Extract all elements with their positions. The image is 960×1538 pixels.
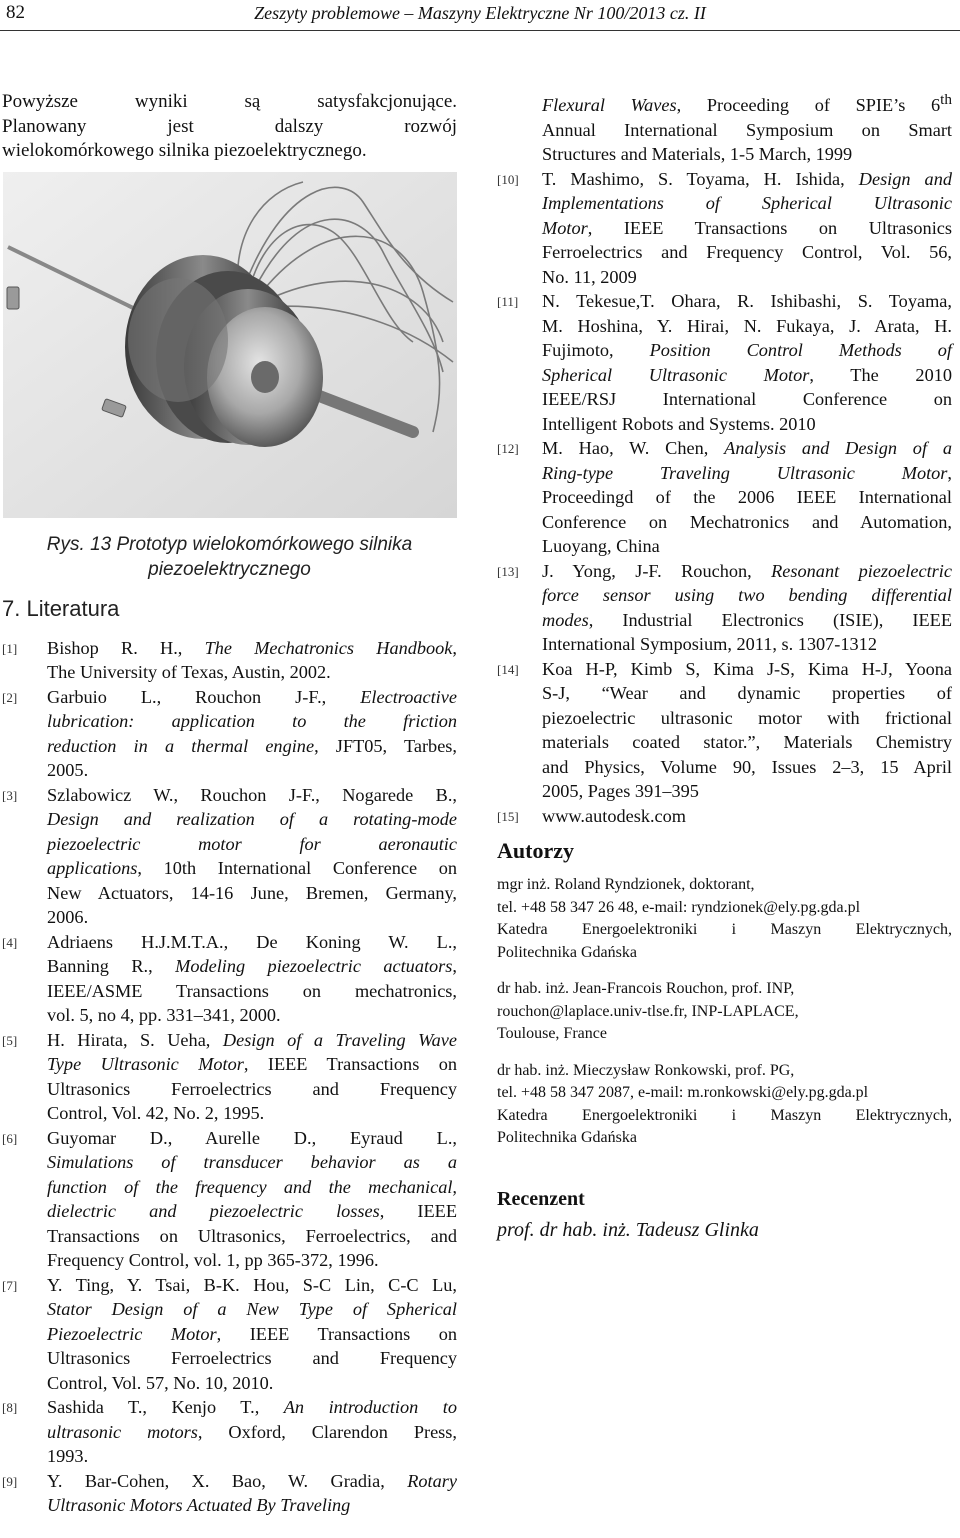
authors-heading: Autorzy <box>497 838 574 864</box>
reference-line: Fujimoto, Position Control Methods of <box>542 340 953 361</box>
reference-line: New Actuators, 14-16 June, Bremen, Germany, <box>47 882 457 903</box>
reference-number: [7] <box>2 1277 18 1293</box>
reference-line: Type Ultrasonic Motor, IEEE Transactions on <box>47 1054 457 1074</box>
reference-line: Proceedingd of the 2006 IEEE International <box>542 487 952 508</box>
reference-line: Intelligent Robots and Systems. 2010 <box>542 413 816 434</box>
reference-line: Flexural Waves, Proceeding of SPIE’s 6th <box>542 91 952 116</box>
reference-line: ultrasonic motors, Oxford, Clarendon Press, <box>47 1421 457 1442</box>
author-entry <box>497 1060 952 1150</box>
reference-line: Structures and Materials, 1-5 March, 1999 <box>542 144 853 165</box>
reference-line: Annual International Symposium on Smart <box>542 119 952 140</box>
reference-line: Luoyang, China <box>542 536 660 557</box>
reference-line: J. Yong, J-F. Rouchon, Resonant piezoelectric <box>542 560 952 581</box>
author-line: dr hab. inż. Mieczysław Ronkowski, prof. PG, <box>497 1061 795 1079</box>
intro-paragraph <box>2 90 457 164</box>
reference-line: IEEE/RSJ International Conference on <box>542 389 952 410</box>
header-rule <box>0 30 960 31</box>
reference-number: [4] <box>2 934 18 950</box>
reference-number: [5] <box>2 1032 18 1048</box>
references-list-left <box>2 636 457 1518</box>
reference-line: Szlabowicz W., Rouchon J-F., Nogarede B., <box>47 784 457 805</box>
author-line: tel. +48 58 347 2087, e-mail: m.ronkowski@ely.pg.gda.pl <box>497 1084 869 1102</box>
authors-list <box>497 874 952 1150</box>
reference-line: S-J, “Wear and dynamic properties of <box>542 683 952 704</box>
reference-item <box>2 1273 457 1396</box>
reference-line: Stator Design of a New Type of Spherical <box>47 1299 457 1319</box>
reference-line: Adriaens H.J.M.T.A., De Koning W. L., <box>47 931 457 952</box>
reference-line: N. Tekesue,T. Ohara, R. Ishibashi, S. Toyama, <box>542 291 952 312</box>
reference-line: Banning R., Modeling piezoelectric actuators, <box>47 956 457 976</box>
reference-item <box>497 289 952 436</box>
reference-line: Simulations of transducer behavior as a <box>47 1152 457 1172</box>
author-line: Politechnika Gdańska <box>497 1129 637 1147</box>
reference-line: Sashida T., Kenjo T., An introduction to <box>47 1397 457 1417</box>
caption-line: piezoelektrycznego <box>148 558 311 580</box>
reference-number: [12] <box>497 441 519 457</box>
page-number: 82 <box>6 2 25 23</box>
reference-line: Y. Ting, Y. Tsai, B-K. Hou, S-C Lin, C-C Lu, <box>47 1274 457 1295</box>
reference-line: No. 11, 2009 <box>542 266 637 287</box>
reference-line: Ultrasonics Ferroelectrics and Frequency <box>47 1078 457 1099</box>
reviewer-heading: Recenzent <box>497 1187 585 1210</box>
author-line: Politechnika Gdańska <box>497 943 637 961</box>
reference-item <box>2 783 457 930</box>
reference-item <box>2 1395 457 1469</box>
reference-line: modes, Industrial Electronics (ISIE), IEEE <box>542 609 952 630</box>
reference-line: Koa H-P, Kimb S, Kima J-S, Kima H-J, Yoona <box>542 658 952 679</box>
caption-line: Rys. 13 Prototyp wielokomórkowego silnika <box>46 533 413 555</box>
page-header <box>0 0 960 30</box>
author-line: Toulouse, France <box>497 1025 607 1043</box>
reference-item <box>2 1028 457 1126</box>
reference-line: reduction in a thermal engine, JFT05, Tarbes, <box>47 735 457 756</box>
reference-line: H. Hirata, S. Ueha, Design of a Traveling Wave <box>47 1029 457 1050</box>
reference-line: force sensor using two bending differential <box>542 585 952 606</box>
reference-item <box>497 559 952 657</box>
reference-line: The University of Texas, Austin, 2002. <box>47 662 331 682</box>
reference-line: M. Hoshina, Y. Hirai, N. Fukaya, J. Arata, H. <box>542 315 952 336</box>
reference-item <box>497 88 952 167</box>
reference-line: T. Mashimo, S. Toyama, H. Ishida, Design and <box>542 168 952 189</box>
author-line: rouchon@laplace.univ-tlse.fr, INP-LAPLACE, <box>497 1002 799 1020</box>
reference-line: lubrication: application to the friction <box>47 711 457 731</box>
reference-number: [11] <box>497 294 519 310</box>
reference-number: [3] <box>2 787 18 803</box>
reference-number: [8] <box>2 1400 18 1415</box>
author-line: Katedra Energoelektroniki i Maszyn Elektrycznych, <box>497 1106 952 1124</box>
reference-line: Control, Vol. 57, No. 10, 2010. <box>47 1372 274 1393</box>
reference-line: Ultrasonics Ferroelectrics and Frequency <box>47 1348 457 1368</box>
reference-item <box>497 657 952 804</box>
figure-caption <box>2 532 457 582</box>
reference-number: [14] <box>497 661 519 677</box>
reference-line: piezoelectric ultrasonic motor with frictional <box>542 707 952 728</box>
reference-line: applications, 10th International Conference on <box>47 858 457 878</box>
intro-line: Powyższe wyniki są satysfakcjonujące. <box>2 91 457 112</box>
motor-prototype-photo <box>3 172 457 518</box>
motor-photo-illustration <box>3 172 457 518</box>
reference-line: Motor, IEEE Transactions on Ultrasonics <box>542 217 952 238</box>
reference-line: function of the frequency and the mechanical, <box>47 1176 457 1197</box>
reference-line: Bishop R. H., The Mechatronics Handbook, <box>47 637 457 658</box>
reference-line: Ferroelectrics and Frequency Control, Vol. 56, <box>542 242 952 263</box>
left-column <box>2 90 457 1518</box>
reference-number: [2] <box>2 689 18 705</box>
reference-line: vol. 5, no 4, pp. 331–341, 2000. <box>47 1005 281 1025</box>
reference-number: [15] <box>497 808 519 824</box>
reference-item <box>2 636 457 685</box>
reference-line: Guyomar D., Aurelle D., Eyraud L., <box>47 1127 457 1148</box>
reference-line: 2005. <box>47 760 89 780</box>
author-entry <box>497 978 952 1046</box>
reference-number: [9] <box>2 1473 18 1489</box>
reference-line: Y. Bar-Cohen, X. Bao, W. Gradia, Rotary <box>47 1470 457 1491</box>
reference-number: [13] <box>497 563 519 579</box>
reference-line: dielectric and piezoelectric losses, IEEE <box>47 1201 458 1221</box>
reference-number: [10] <box>497 171 519 187</box>
reference-line: Transactions on Ultrasonics, Ferroelectrics, and <box>47 1225 457 1246</box>
author-entry <box>497 874 952 964</box>
reference-line: IEEE/ASME Transactions on mechatronics, <box>47 980 457 1001</box>
right-column <box>497 88 952 1242</box>
reference-line: Garbuio L., Rouchon J-F., Electroactive <box>47 686 457 707</box>
author-line: tel. +48 58 347 26 48, e-mail: ryndzionek@ely.pg.gda.pl <box>497 898 861 916</box>
reference-number: [6] <box>2 1130 18 1146</box>
reference-line: Spherical Ultrasonic Motor, The 2010 <box>542 364 952 385</box>
reference-number: [1] <box>2 640 18 656</box>
intro-line: Planowany jest dalszy rozwój <box>2 115 457 137</box>
reference-line: 2005, Pages 391–395 <box>542 781 699 802</box>
reference-line: Design and realization of a rotating-mode <box>47 809 457 829</box>
reference-line: Implementations of Spherical Ultrasonic <box>542 193 952 214</box>
intro-line: wielokomórkowego silnika piezoelektrycznego. <box>2 140 367 161</box>
reference-line: materials coated stator.”, Materials Chemistry <box>542 732 952 753</box>
reference-line: and Physics, Volume 90, Issues 2–3, 15 April <box>542 756 952 777</box>
reference-line: piezoelectric motor for aeronautic <box>47 833 457 854</box>
reference-line: Control, Vol. 42, No. 2, 1995. <box>47 1103 265 1123</box>
author-line: mgr inż. Roland Ryndzionek, doktorant, <box>497 876 755 894</box>
reference-line: Conference on Mechatronics and Automation, <box>542 511 952 532</box>
reference-line: International Symposium, 2011, s. 1307-1312 <box>542 634 877 655</box>
reference-line: Ring-type Traveling Ultrasonic Motor, <box>542 462 952 483</box>
reference-line: Frequency Control, vol. 1, pp 365-372, 1996. <box>47 1250 379 1270</box>
references-list-right <box>497 88 952 828</box>
author-line: Katedra Energoelektroniki i Maszyn Elektrycznych, <box>497 921 952 939</box>
reference-item <box>497 804 952 829</box>
reference-line: 1993. <box>47 1446 89 1466</box>
reference-line: www.autodesk.com <box>542 805 687 826</box>
reference-line: 2006. <box>47 907 89 927</box>
reference-item <box>2 685 457 783</box>
reference-line: Ultrasonic Motors Actuated By Traveling <box>47 1495 351 1515</box>
reference-line: Piezoelectric Motor, IEEE Transactions on <box>47 1323 457 1344</box>
reference-item <box>497 436 952 559</box>
journal-title: Zeszyty problemowe – Maszyny Elektryczne Nr 100/2013 cz. II <box>254 3 706 23</box>
reference-item <box>2 1126 457 1273</box>
section-heading: 7. Literatura <box>2 595 120 621</box>
author-line: dr hab. inż. Jean-Francois Rouchon, prof. INP, <box>497 980 795 998</box>
reference-item <box>2 1469 457 1518</box>
reference-item <box>2 930 457 1028</box>
reference-item <box>497 167 952 290</box>
reviewer-name: prof. dr hab. inż. Tadeusz Glinka <box>497 1218 759 1241</box>
reference-line: M. Hao, W. Chen, Analysis and Design of a <box>542 438 952 459</box>
